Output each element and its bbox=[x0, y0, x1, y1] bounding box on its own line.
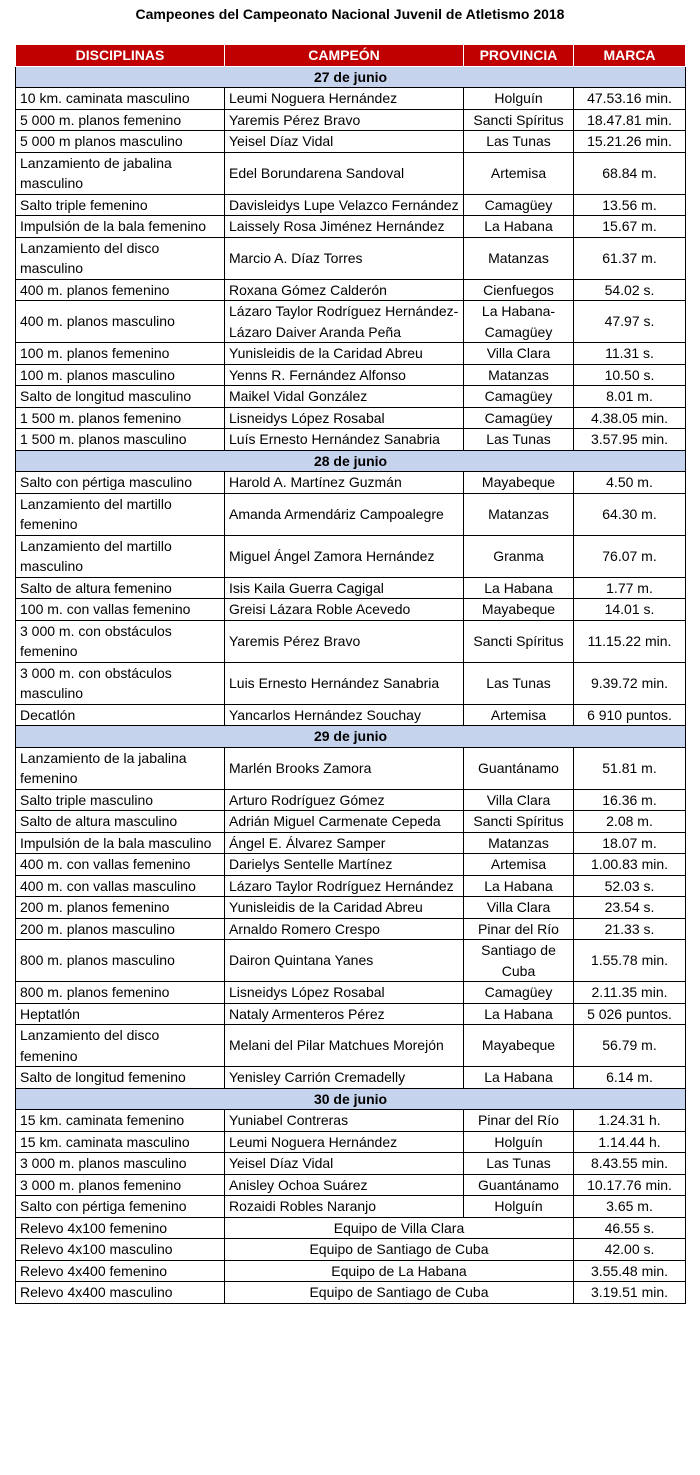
table-row bbox=[16, 875, 686, 897]
mark-cell: 47.97 s. bbox=[574, 301, 686, 343]
discipline-cell: 3 000 m. planos femenino bbox=[16, 1174, 225, 1196]
champion-cell: Yeisel Díaz Vidal bbox=[225, 131, 464, 153]
discipline-cell: Lanzamiento del disco femenino bbox=[16, 1025, 225, 1067]
table-row bbox=[16, 704, 686, 726]
header-row bbox=[16, 45, 686, 67]
table-row bbox=[16, 811, 686, 833]
mark-cell: 13.56 m. bbox=[574, 194, 686, 216]
mark-cell: 47.53.16 min. bbox=[574, 88, 686, 110]
province-cell: Granma bbox=[464, 535, 574, 577]
champion-cell: Leumi Noguera Hernández bbox=[225, 1131, 464, 1153]
champion-cell: Miguel Ángel Zamora Hernández bbox=[225, 535, 464, 577]
discipline-cell: 5 000 m planos masculino bbox=[16, 131, 225, 153]
discipline-cell: 400 m. con vallas masculino bbox=[16, 875, 225, 897]
province-cell: Guantánamo bbox=[464, 747, 574, 789]
province-cell: La Habana-Camagüey bbox=[464, 301, 574, 343]
province-cell: Santiago de Cuba bbox=[464, 940, 574, 982]
mark-cell: 51.81 m. bbox=[574, 747, 686, 789]
province-cell: Artemisa bbox=[464, 152, 574, 194]
province-cell: Mayabeque bbox=[464, 599, 574, 621]
table-row bbox=[16, 789, 686, 811]
mark-cell: 3.55.48 min. bbox=[574, 1260, 686, 1282]
table-row bbox=[16, 1131, 686, 1153]
champion-cell: Yaremis Pérez Bravo bbox=[225, 620, 464, 662]
champion-cell: Darielys Sentelle Martínez bbox=[225, 854, 464, 876]
champion-cell: Edel Borundarena Sandoval bbox=[225, 152, 464, 194]
discipline-cell: Lanzamiento del martillo masculino bbox=[16, 535, 225, 577]
mark-cell: 15.21.26 min. bbox=[574, 131, 686, 153]
champion-cell: Lisneidys López Rosabal bbox=[225, 407, 464, 429]
table-row bbox=[16, 386, 686, 408]
table-row bbox=[16, 216, 686, 238]
discipline-cell: 1 500 m. planos femenino bbox=[16, 407, 225, 429]
mark-cell: 4.50 m. bbox=[574, 472, 686, 494]
province-cell: Sancti Spíritus bbox=[464, 109, 574, 131]
discipline-cell: Impulsión de la bala masculino bbox=[16, 832, 225, 854]
champion-cell: Ángel E. Álvarez Samper bbox=[225, 832, 464, 854]
mark-cell: 9.39.72 min. bbox=[574, 662, 686, 704]
discipline-cell: 5 000 m. planos femenino bbox=[16, 109, 225, 131]
mark-cell: 4.38.05 min. bbox=[574, 407, 686, 429]
discipline-cell: Decatlón bbox=[16, 704, 225, 726]
province-cell: Holguín bbox=[464, 1196, 574, 1218]
province-cell: La Habana bbox=[464, 577, 574, 599]
table-row bbox=[16, 918, 686, 940]
mark-cell: 15.67 m. bbox=[574, 216, 686, 238]
discipline-cell: 3 000 m. con obstáculos femenino bbox=[16, 620, 225, 662]
results-body bbox=[16, 66, 686, 1303]
table-row bbox=[16, 1025, 686, 1067]
day-header-row bbox=[16, 1088, 686, 1110]
discipline-cell: Lanzamiento de la jabalina femenino bbox=[16, 747, 225, 789]
province-cell: La Habana bbox=[464, 216, 574, 238]
table-row bbox=[16, 897, 686, 919]
day-header-row bbox=[16, 726, 686, 748]
discipline-cell: Relevo 4x400 masculino bbox=[16, 1282, 225, 1304]
champion-cell: Nataly Armenteros Pérez bbox=[225, 1003, 464, 1025]
mark-cell: 61.37 m. bbox=[574, 237, 686, 279]
results-table bbox=[15, 44, 686, 1304]
table-row bbox=[16, 577, 686, 599]
province-cell: Artemisa bbox=[464, 704, 574, 726]
champion-cell: Yeisel Díaz Vidal bbox=[225, 1153, 464, 1175]
champion-cell: Lázaro Taylor Rodríguez Hernández bbox=[225, 875, 464, 897]
discipline-cell: 400 m. con vallas femenino bbox=[16, 854, 225, 876]
province-cell: Las Tunas bbox=[464, 131, 574, 153]
table-row bbox=[16, 88, 686, 110]
discipline-cell: Salto de altura masculino bbox=[16, 811, 225, 833]
table-row bbox=[16, 1239, 686, 1261]
mark-cell: 11.31 s. bbox=[574, 343, 686, 365]
province-cell: Mayabeque bbox=[464, 1025, 574, 1067]
champion-cell: Arturo Rodríguez Gómez bbox=[225, 789, 464, 811]
champion-cell: Adrián Miguel Carmenate Cepeda bbox=[225, 811, 464, 833]
champion-cell: Lisneidys López Rosabal bbox=[225, 982, 464, 1004]
mark-cell: 18.07 m. bbox=[574, 832, 686, 854]
champion-cell: Yunisleidis de la Caridad Abreu bbox=[225, 897, 464, 919]
champion-cell: Yaremis Pérez Bravo bbox=[225, 109, 464, 131]
discipline-cell: Relevo 4x400 femenino bbox=[16, 1260, 225, 1282]
champion-cell: Roxana Gómez Calderón bbox=[225, 279, 464, 301]
province-cell: Artemisa bbox=[464, 854, 574, 876]
table-row bbox=[16, 493, 686, 535]
mark-cell: 46.55 s. bbox=[574, 1217, 686, 1239]
discipline-cell: Relevo 4x100 femenino bbox=[16, 1217, 225, 1239]
mark-cell: 6.14 m. bbox=[574, 1067, 686, 1089]
discipline-cell: 200 m. planos masculino bbox=[16, 918, 225, 940]
discipline-cell: 15 km. caminata masculino bbox=[16, 1131, 225, 1153]
discipline-cell: 400 m. planos femenino bbox=[16, 279, 225, 301]
table-row bbox=[16, 301, 686, 343]
province-cell: Camagüey bbox=[464, 407, 574, 429]
champion-cell: Davisleidys Lupe Velazco Fernández bbox=[225, 194, 464, 216]
mark-cell: 68.84 m. bbox=[574, 152, 686, 194]
table-row bbox=[16, 1260, 686, 1282]
province-cell: Matanzas bbox=[464, 832, 574, 854]
champion-cell: Dairon Quintana Yanes bbox=[225, 940, 464, 982]
table-row bbox=[16, 407, 686, 429]
champion-cell: Yunisleidis de la Caridad Abreu bbox=[225, 343, 464, 365]
champion-cell: Marlén Brooks Zamora bbox=[225, 747, 464, 789]
table-row bbox=[16, 662, 686, 704]
province-cell: Villa Clara bbox=[464, 897, 574, 919]
mark-cell: 23.54 s. bbox=[574, 897, 686, 919]
mark-cell: 76.07 m. bbox=[574, 535, 686, 577]
province-cell: Cienfuegos bbox=[464, 279, 574, 301]
mark-cell: 18.47.81 min. bbox=[574, 109, 686, 131]
champion-cell: Marcio A. Díaz Torres bbox=[225, 237, 464, 279]
mark-cell: 8.43.55 min. bbox=[574, 1153, 686, 1175]
mark-cell: 64.30 m. bbox=[574, 493, 686, 535]
document-title: Campeones del Campeonato Nacional Juvenil de Atletismo 2018 bbox=[135, 6, 565, 22]
table-row bbox=[16, 535, 686, 577]
mark-cell: 3.57.95 min. bbox=[574, 429, 686, 451]
province-cell: Las Tunas bbox=[464, 1153, 574, 1175]
table-row bbox=[16, 1067, 686, 1089]
province-cell: Villa Clara bbox=[464, 789, 574, 811]
mark-cell: 6 910 puntos. bbox=[574, 704, 686, 726]
champion-cell: Amanda Armendáriz Campoalegre bbox=[225, 493, 464, 535]
header-disciplinas: DISCIPLINAS bbox=[16, 45, 225, 67]
day-label: 27 de junio bbox=[16, 66, 686, 88]
table-row bbox=[16, 940, 686, 982]
province-cell: Pinar del Río bbox=[464, 918, 574, 940]
discipline-cell: 100 m. planos femenino bbox=[16, 343, 225, 365]
champion-cell: Laissely Rosa Jiménez Hernández bbox=[225, 216, 464, 238]
discipline-cell: 200 m. planos femenino bbox=[16, 897, 225, 919]
province-cell: Sancti Spíritus bbox=[464, 620, 574, 662]
mark-cell: 1.00.83 min. bbox=[574, 854, 686, 876]
discipline-cell: 15 km. caminata femenino bbox=[16, 1110, 225, 1132]
champion-cell: Greisi Lázara Roble Acevedo bbox=[225, 599, 464, 621]
discipline-cell: Salto de altura femenino bbox=[16, 577, 225, 599]
table-row bbox=[16, 109, 686, 131]
table-row bbox=[16, 131, 686, 153]
champion-cell: Rozaidi Robles Naranjo bbox=[225, 1196, 464, 1218]
discipline-cell: 400 m. planos masculino bbox=[16, 301, 225, 343]
province-cell: Camagüey bbox=[464, 386, 574, 408]
province-cell: La Habana bbox=[464, 875, 574, 897]
mark-cell: 56.79 m. bbox=[574, 1025, 686, 1067]
champion-cell: Melani del Pilar Matchues Morejón bbox=[225, 1025, 464, 1067]
discipline-cell: Salto de longitud femenino bbox=[16, 1067, 225, 1089]
discipline-cell: Salto de longitud masculino bbox=[16, 386, 225, 408]
table-row bbox=[16, 343, 686, 365]
province-cell: Holguín bbox=[464, 88, 574, 110]
mark-cell: 1.55.78 min. bbox=[574, 940, 686, 982]
champion-cell: Yuniabel Contreras bbox=[225, 1110, 464, 1132]
day-header-row bbox=[16, 450, 686, 472]
header-campeon: CAMPEÓN bbox=[225, 45, 464, 67]
header-marca: MARCA bbox=[574, 45, 686, 67]
province-cell: Villa Clara bbox=[464, 343, 574, 365]
mark-cell: 42.00 s. bbox=[574, 1239, 686, 1261]
mark-cell: 54.02 s. bbox=[574, 279, 686, 301]
table-row bbox=[16, 1003, 686, 1025]
champion-cell: Luis Ernesto Hernández Sanabria bbox=[225, 662, 464, 704]
province-cell: Mayabeque bbox=[464, 472, 574, 494]
champion-cell: Harold A. Martínez Guzmán bbox=[225, 472, 464, 494]
champion-cell: Yenisley Carrión Cremadelly bbox=[225, 1067, 464, 1089]
team-cell: Equipo de Villa Clara bbox=[225, 1217, 574, 1239]
province-cell: Las Tunas bbox=[464, 662, 574, 704]
champion-cell: Leumi Noguera Hernández bbox=[225, 88, 464, 110]
header-provincia: PROVINCIA bbox=[464, 45, 574, 67]
discipline-cell: Lanzamiento del martillo femenino bbox=[16, 493, 225, 535]
discipline-cell: 3 000 m. con obstáculos masculino bbox=[16, 662, 225, 704]
province-cell: La Habana bbox=[464, 1067, 574, 1089]
champion-cell: Maikel Vidal González bbox=[225, 386, 464, 408]
table-row bbox=[16, 832, 686, 854]
discipline-cell: Lanzamiento del disco masculino bbox=[16, 237, 225, 279]
province-cell: Matanzas bbox=[464, 493, 574, 535]
table-row bbox=[16, 1153, 686, 1175]
province-cell: Pinar del Río bbox=[464, 1110, 574, 1132]
table-row bbox=[16, 982, 686, 1004]
mark-cell: 14.01 s. bbox=[574, 599, 686, 621]
province-cell: Guantánamo bbox=[464, 1174, 574, 1196]
mark-cell: 1.24.31 h. bbox=[574, 1110, 686, 1132]
mark-cell: 1.14.44 h. bbox=[574, 1131, 686, 1153]
mark-cell: 3.65 m. bbox=[574, 1196, 686, 1218]
champion-cell: Luís Ernesto Hernández Sanabria bbox=[225, 429, 464, 451]
province-cell: Matanzas bbox=[464, 364, 574, 386]
team-cell: Equipo de La Habana bbox=[225, 1260, 574, 1282]
mark-cell: 5 026 puntos. bbox=[574, 1003, 686, 1025]
province-cell: Matanzas bbox=[464, 237, 574, 279]
table-row bbox=[16, 747, 686, 789]
mark-cell: 10.17.76 min. bbox=[574, 1174, 686, 1196]
discipline-cell: 800 m. planos femenino bbox=[16, 982, 225, 1004]
mark-cell: 8.01 m. bbox=[574, 386, 686, 408]
table-row bbox=[16, 854, 686, 876]
discipline-cell: 100 m. con vallas femenino bbox=[16, 599, 225, 621]
mark-cell: 2.11.35 min. bbox=[574, 982, 686, 1004]
mark-cell: 10.50 s. bbox=[574, 364, 686, 386]
team-cell: Equipo de Santiago de Cuba bbox=[225, 1239, 574, 1261]
table-row bbox=[16, 620, 686, 662]
mark-cell: 3.19.51 min. bbox=[574, 1282, 686, 1304]
province-cell: Camagüey bbox=[464, 194, 574, 216]
discipline-cell: 800 m. planos masculino bbox=[16, 940, 225, 982]
champion-cell: Anisley Ochoa Suárez bbox=[225, 1174, 464, 1196]
table-row bbox=[16, 599, 686, 621]
mark-cell: 1.77 m. bbox=[574, 577, 686, 599]
table-row bbox=[16, 1217, 686, 1239]
discipline-cell: Salto triple masculino bbox=[16, 789, 225, 811]
table-row bbox=[16, 1196, 686, 1218]
province-cell: La Habana bbox=[464, 1003, 574, 1025]
discipline-cell: Salto con pértiga femenino bbox=[16, 1196, 225, 1218]
discipline-cell: Lanzamiento de jabalina masculino bbox=[16, 152, 225, 194]
discipline-cell: 10 km. caminata masculino bbox=[16, 88, 225, 110]
mark-cell: 2.08 m. bbox=[574, 811, 686, 833]
table-row bbox=[16, 1110, 686, 1132]
table-row bbox=[16, 1282, 686, 1304]
discipline-cell: Relevo 4x100 masculino bbox=[16, 1239, 225, 1261]
champion-cell: Yancarlos Hernández Souchay bbox=[225, 704, 464, 726]
table-row bbox=[16, 237, 686, 279]
discipline-cell: 100 m. planos masculino bbox=[16, 364, 225, 386]
team-cell: Equipo de Santiago de Cuba bbox=[225, 1282, 574, 1304]
discipline-cell: Salto triple femenino bbox=[16, 194, 225, 216]
province-cell: Sancti Spíritus bbox=[464, 811, 574, 833]
mark-cell: 16.36 m. bbox=[574, 789, 686, 811]
discipline-cell: 3 000 m. planos masculino bbox=[16, 1153, 225, 1175]
day-label: 29 de junio bbox=[16, 726, 686, 748]
discipline-cell: Impulsión de la bala femenino bbox=[16, 216, 225, 238]
table-row bbox=[16, 364, 686, 386]
day-label: 30 de junio bbox=[16, 1088, 686, 1110]
discipline-cell: Salto con pértiga masculino bbox=[16, 472, 225, 494]
table-row bbox=[16, 429, 686, 451]
province-cell: Camagüey bbox=[464, 982, 574, 1004]
mark-cell: 52.03 s. bbox=[574, 875, 686, 897]
discipline-cell: 1 500 m. planos masculino bbox=[16, 429, 225, 451]
day-header-row bbox=[16, 66, 686, 88]
champion-cell: Arnaldo Romero Crespo bbox=[225, 918, 464, 940]
table-row bbox=[16, 279, 686, 301]
champion-cell: Isis Kaila Guerra Cagigal bbox=[225, 577, 464, 599]
champion-cell: Yenns R. Fernández Alfonso bbox=[225, 364, 464, 386]
champion-cell: Lázaro Taylor Rodríguez Hernández-Lázaro Daiver Aranda Peña bbox=[225, 301, 464, 343]
province-cell: Holguín bbox=[464, 1131, 574, 1153]
mark-cell: 21.33 s. bbox=[574, 918, 686, 940]
table-row bbox=[16, 194, 686, 216]
table-row bbox=[16, 472, 686, 494]
day-label: 28 de junio bbox=[16, 450, 686, 472]
discipline-cell: Heptatlón bbox=[16, 1003, 225, 1025]
mark-cell: 11.15.22 min. bbox=[574, 620, 686, 662]
province-cell: Las Tunas bbox=[464, 429, 574, 451]
table-row bbox=[16, 152, 686, 194]
table-row bbox=[16, 1174, 686, 1196]
